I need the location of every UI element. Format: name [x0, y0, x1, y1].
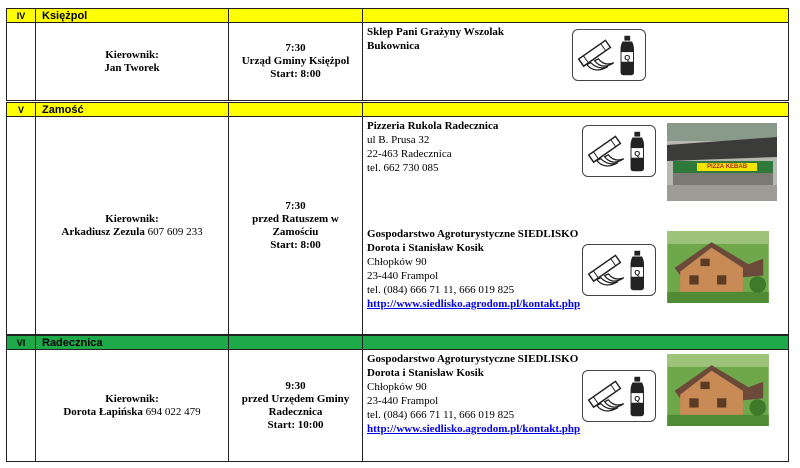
meeting-place-line: przed Ratuszem w [252, 212, 339, 225]
start-time: Start: 8:00 [270, 68, 321, 80]
venue-postal: 23-440 Frampol [367, 395, 439, 407]
venue-location: Bukownica [367, 40, 420, 52]
venue-cell [363, 23, 789, 101]
meeting-place-line: Zamościu [272, 225, 319, 238]
snack-drink-icon [582, 125, 656, 177]
leader-name: Arkadiusz Zezula [61, 225, 145, 238]
leader-name: Jan Tworek [104, 61, 160, 74]
leader-label: Kierownik: [105, 48, 159, 61]
venue-name: Gospodarstwo Agroturystyczne SIEDLISKO [367, 228, 579, 240]
snack-drink-icon [572, 29, 646, 81]
meeting-time: 7:30 [285, 42, 306, 54]
meeting-cell [229, 350, 363, 462]
meeting-place: Urząd Gminy Księżpol [241, 55, 350, 67]
venue-postal: 23-440 Frampol [367, 270, 439, 282]
cottage-photo [663, 354, 773, 426]
section-number: IV [6, 8, 36, 23]
leader-cell [36, 350, 229, 462]
start-time: Start: 8:00 [270, 238, 321, 251]
section-body-v [6, 117, 789, 335]
venue-siedlisko [367, 227, 580, 311]
venue-name: Sklep Pani Grażyny Wszolak [367, 26, 505, 38]
section-header-iv [6, 8, 789, 23]
venue-cell [363, 350, 789, 462]
section-body-vi [6, 350, 789, 462]
venue-pizzeria [367, 119, 498, 175]
venue-address: ul B. Prusa 32 [367, 134, 430, 146]
venue-postal: 22-463 Radecznica [367, 148, 452, 160]
leader-label: Kierownik: [105, 392, 159, 405]
meeting-time: 7:30 [285, 199, 306, 212]
section-number: VI [6, 335, 36, 350]
section-name: Księżpol [36, 8, 229, 23]
meeting-place-line: przed Urzędem Gminy [241, 392, 350, 405]
venue-url-link[interactable]: http://www.siedlisko.agrodom.pl/kontakt.php [367, 298, 581, 310]
leader-cell [36, 23, 229, 101]
meeting-cell [229, 117, 363, 335]
leader-phone: 607 609 233 [147, 225, 203, 238]
venue-owners: Dorota i Stanisław Kosik [367, 242, 484, 254]
venue-address: Chłopków 90 [367, 256, 427, 268]
venue-name: Gospodarstwo Agroturystyczne SIEDLISKO [367, 353, 579, 365]
leader-cell [36, 117, 229, 335]
leader-name: Dorota Łapińska [63, 405, 143, 418]
pizzeria-sign: PIZZA KEBAB [706, 164, 748, 170]
section-number: V [6, 102, 36, 117]
venue-phone: tel. 662 730 085 [367, 162, 439, 174]
meeting-time: 9:30 [285, 379, 306, 392]
venue [367, 25, 504, 53]
section-body-iv [6, 23, 789, 101]
section-header-v [6, 102, 789, 117]
meeting-cell [229, 23, 363, 101]
snack-drink-icon [582, 370, 656, 422]
start-time: Start: 10:00 [267, 418, 324, 431]
snack-drink-icon [582, 244, 656, 296]
section-name: Zamość [36, 102, 229, 117]
venue-phone: tel. (084) 666 71 11, 666 019 825 [367, 284, 515, 296]
venue-siedlisko [367, 352, 580, 436]
leader-label: Kierownik: [105, 212, 159, 225]
venue-address: Chłopków 90 [367, 381, 427, 393]
meeting-place-line: Radecznica [268, 405, 323, 418]
venue-phone: tel. (084) 666 71 11, 666 019 825 [367, 409, 515, 421]
cottage-photo [663, 231, 773, 303]
pizzeria-photo [667, 123, 777, 201]
venue-url-link[interactable]: http://www.siedlisko.agrodom.pl/kontakt.php [367, 423, 581, 435]
venue-owners: Dorota i Stanisław Kosik [367, 367, 484, 379]
leader-phone: 694 022 479 [145, 405, 201, 418]
section-name: Radecznica [36, 335, 229, 350]
venue-name: Pizzeria Rukola Radecznica [367, 120, 499, 132]
section-header-vi [6, 335, 789, 350]
venue-cell [363, 117, 789, 335]
